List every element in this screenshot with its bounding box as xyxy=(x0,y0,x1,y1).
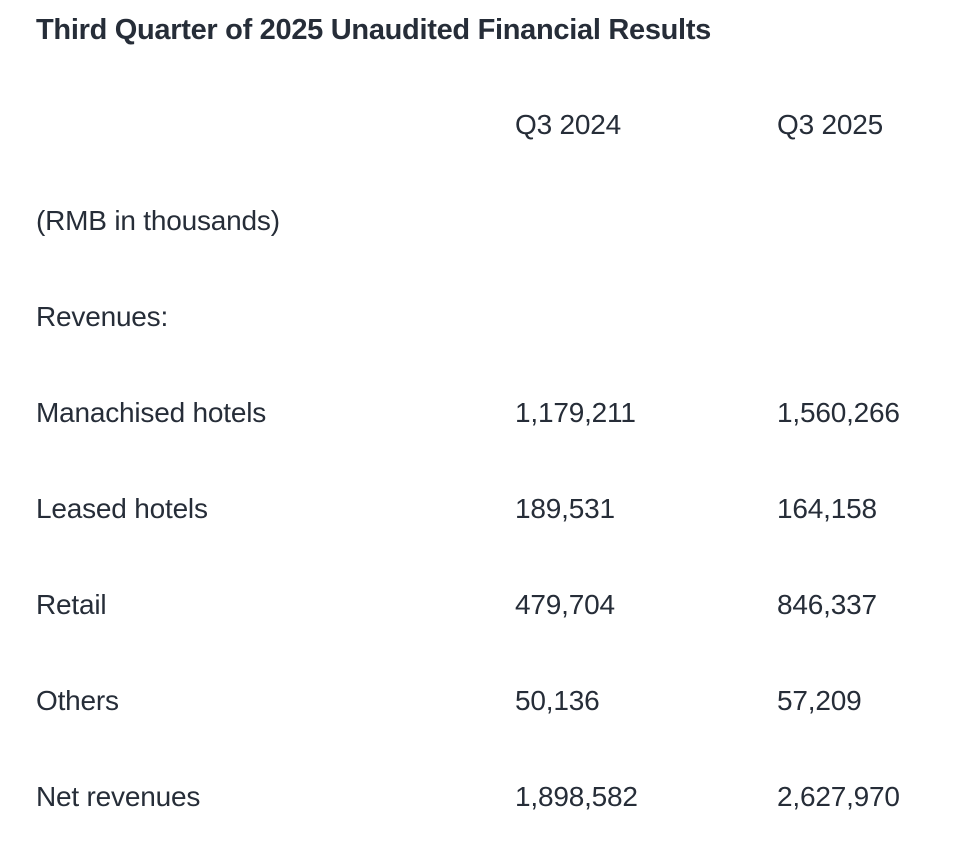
row-value-q3-2024: 479,704 xyxy=(515,589,615,620)
total-value-q3-2024: 1,898,582 xyxy=(515,781,638,812)
section-header-revenues: Revenues: xyxy=(36,301,169,332)
header-empty-cell xyxy=(36,77,515,173)
table-row xyxy=(36,461,936,557)
unit-note: (RMB in thousands) xyxy=(36,205,280,236)
page-title: Third Quarter of 2025 Unaudited Financial Results xyxy=(36,14,711,46)
row-label: Manachised hotels xyxy=(36,397,267,428)
table-row xyxy=(36,365,936,461)
row-value-q3-2025: 164,158 xyxy=(777,493,877,524)
row-label: Retail xyxy=(36,589,107,620)
row-label: Leased hotels xyxy=(36,493,208,524)
row-value-q3-2024: 1,179,211 xyxy=(515,397,636,428)
financial-results-table xyxy=(36,77,936,845)
row-value-q3-2024: 50,136 xyxy=(515,685,600,716)
row-value-q3-2024: 189,531 xyxy=(515,493,615,524)
column-header-q3-2025: Q3 2025 xyxy=(777,109,884,140)
table-row xyxy=(36,557,936,653)
total-value-q3-2025: 2,627,970 xyxy=(777,781,900,812)
unit-note-row xyxy=(36,173,936,269)
table-header-row xyxy=(36,77,936,173)
section-header-row xyxy=(36,269,936,365)
row-value-q3-2025: 1,560,266 xyxy=(777,397,900,428)
total-row-label: Net revenues xyxy=(36,781,201,812)
row-value-q3-2025: 846,337 xyxy=(777,589,877,620)
row-label: Others xyxy=(36,685,119,716)
row-value-q3-2025: 57,209 xyxy=(777,685,862,716)
total-row xyxy=(36,749,936,845)
table-row xyxy=(36,653,936,749)
column-header-q3-2024: Q3 2024 xyxy=(515,109,622,140)
